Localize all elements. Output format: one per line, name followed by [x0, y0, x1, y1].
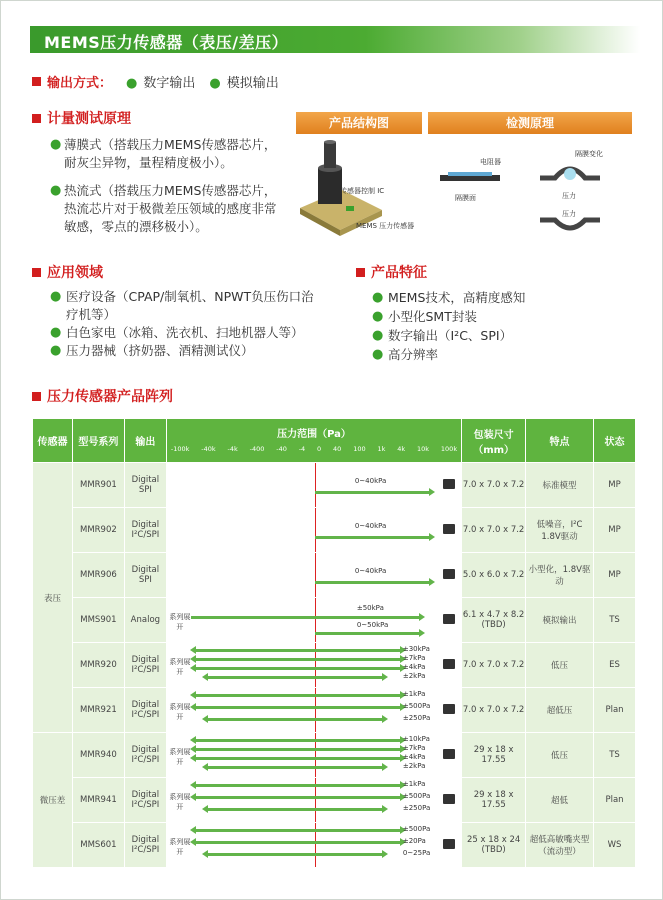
range-label: ±250Pa	[402, 714, 431, 722]
structure-label: 产品结构图	[296, 112, 422, 134]
table-cell: MMR906	[72, 553, 124, 598]
tick-label: 100k	[440, 445, 458, 453]
table-row	[33, 463, 636, 508]
range-label: ±500Pa	[402, 825, 431, 833]
range-label: 0~40kPa	[354, 477, 387, 485]
table-cell: Digital I²C/SPI	[124, 778, 166, 823]
sensor-chip-icon	[443, 839, 455, 849]
principle-figure	[290, 138, 635, 248]
range-cell	[166, 688, 461, 733]
tick-label: 0	[317, 445, 322, 453]
list-item: ● 压力器械（挤奶器、酒精测试仪）	[50, 343, 254, 358]
fig-label: 传感器控制 IC	[340, 187, 385, 195]
table-cell: 5.0 x 6.0 x 7.2	[462, 553, 526, 598]
range-arrow	[195, 796, 401, 799]
range-arrow	[207, 808, 383, 811]
range-label: 0~40kPa	[354, 522, 387, 530]
table-cell: Digital SPI	[124, 553, 166, 598]
table-cell: Digital I²C/SPI	[124, 508, 166, 553]
range-label: ±500Pa	[402, 792, 431, 800]
section-marker	[32, 114, 41, 123]
range-cell	[166, 733, 461, 778]
table-cell: 低噪音，I²C 1.8V驱动	[526, 508, 594, 553]
range-label: ±20Pa	[402, 837, 426, 845]
table-cell: MP	[594, 463, 636, 508]
table-cell: 7.0 x 7.0 x 7.2	[462, 508, 526, 553]
series-note: 系列展开	[169, 748, 191, 766]
range-arrow	[195, 784, 401, 787]
tick-label: 40	[333, 445, 342, 453]
table-cell: Digital I²C/SPI	[124, 643, 166, 688]
sensor-chip-icon	[443, 749, 455, 759]
group-cell: 表压	[33, 463, 73, 733]
application-list	[50, 288, 320, 360]
group-cell: 微压差	[33, 733, 73, 868]
fig-label: 隔膜变化	[575, 150, 603, 158]
table-cell: TS	[594, 598, 636, 643]
table-row	[33, 598, 636, 643]
range-label: 0~40kPa	[354, 567, 387, 575]
table-row	[33, 778, 636, 823]
range-cell	[166, 463, 461, 508]
tick-label: 100	[353, 445, 366, 453]
tick-label: -400	[249, 445, 265, 453]
range-arrow	[195, 748, 401, 751]
zero-line	[315, 553, 316, 597]
tick-label: -100k	[170, 445, 190, 453]
series-note: 系列展开	[169, 838, 191, 856]
table-cell: MP	[594, 553, 636, 598]
table-cell: Digital I²C/SPI	[124, 823, 166, 868]
sensor-chip-icon	[443, 614, 455, 624]
table-cell: 25 x 18 x 24 (TBD)	[462, 823, 526, 868]
page-title: MEMS压力传感器（表压/差压）	[44, 33, 289, 52]
sensor-chip-icon	[443, 479, 455, 489]
col-header: 状态	[594, 419, 636, 463]
zero-line	[315, 598, 316, 642]
matrix-heading: 压力传感器产品阵列	[32, 386, 173, 406]
table-row	[33, 688, 636, 733]
range-label: ±50kPa	[356, 604, 384, 612]
section-marker	[356, 268, 365, 277]
table-cell: MMS601	[72, 823, 124, 868]
table-cell: 6.1 x 4.7 x 8.2 (TBD)	[462, 598, 526, 643]
bullet-icon: ●	[372, 290, 384, 305]
range-cell	[166, 778, 461, 823]
range-label: 0~50kPa	[356, 621, 389, 629]
bullet-icon: ●	[50, 325, 62, 340]
table-cell: MMR941	[72, 778, 124, 823]
list-item: ● 白色家电（冰箱、洗衣机、扫地机器人等）	[50, 325, 304, 340]
range-cell	[166, 643, 461, 688]
table-cell: 29 x 18 x 17.55	[462, 778, 526, 823]
table-row	[33, 508, 636, 553]
tick-label: -40	[276, 445, 287, 453]
sensor-chip-icon	[443, 524, 455, 534]
fig-label: 压力	[562, 192, 576, 200]
list-item: ● 高分辨率	[372, 347, 439, 362]
tick-label: -4k	[227, 445, 238, 453]
sensor-chip-icon	[443, 569, 455, 579]
range-arrow	[195, 829, 401, 832]
tick-label: 10k	[417, 445, 430, 453]
output-label: 输出方式：	[47, 76, 113, 91]
table-cell: 29 x 18 x 17.55	[462, 733, 526, 778]
bullet-icon: ●	[50, 137, 62, 152]
table-row	[33, 553, 636, 598]
series-note: 系列展开	[169, 658, 191, 676]
range-arrow	[315, 581, 430, 584]
range-cell	[166, 598, 461, 643]
range-arrow	[195, 841, 401, 844]
tick-label: -4	[298, 445, 306, 453]
table-cell: Digital I²C/SPI	[124, 688, 166, 733]
output-section	[32, 72, 279, 91]
range-label: ±4kPa	[402, 663, 426, 671]
range-cell	[166, 508, 461, 553]
section-marker	[32, 392, 41, 401]
range-arrow	[195, 658, 401, 661]
bullet-icon: ●	[372, 309, 384, 324]
table-cell: Digital I²C/SPI	[124, 733, 166, 778]
range-label: ±2kPa	[402, 762, 426, 770]
detect-label: 检测原理	[428, 112, 632, 134]
table-cell: MMR940	[72, 733, 124, 778]
table-cell: TS	[594, 733, 636, 778]
table-cell: MP	[594, 508, 636, 553]
range-arrow	[207, 766, 383, 769]
bullet-icon: ●	[50, 289, 62, 304]
table-cell: 标准模型	[526, 463, 594, 508]
range-arrow	[195, 694, 401, 697]
table-cell: Digital SPI	[124, 463, 166, 508]
col-header: 特点	[526, 419, 594, 463]
list-item: ● 医疗设备（CPAP/制氧机、NPWT负压伤口治疗机等）	[50, 289, 314, 322]
range-arrow	[195, 649, 401, 652]
list-item: ● MEMS技术，高精度感知	[372, 290, 526, 305]
range-label: ±2kPa	[402, 672, 426, 680]
feature-heading: 产品特征	[356, 262, 427, 282]
range-label: ±7kPa	[402, 744, 426, 752]
range-arrow	[195, 757, 401, 760]
application-heading: 应用领域	[32, 262, 103, 282]
output-item: 模拟输出	[226, 76, 279, 91]
range-arrow	[207, 718, 383, 721]
tick-label: -40k	[201, 445, 216, 453]
bullet-icon: ●	[372, 347, 384, 362]
bullet-icon: ●	[209, 76, 221, 91]
principle-item: ● 薄膜式（搭载压力MEMS传感器芯片，耐灰尘异物，量程精度极小）。	[50, 137, 277, 170]
table-cell: 低压	[526, 643, 594, 688]
range-label: ±7kPa	[402, 654, 426, 662]
fig-label: 压力	[562, 210, 576, 218]
range-arrow	[195, 739, 401, 742]
table-cell: ES	[594, 643, 636, 688]
fig-label: 电阻器	[480, 158, 501, 166]
series-note: 系列展开	[169, 703, 191, 721]
range-label: ±4kPa	[402, 753, 426, 761]
list-item: ● 小型化SMT封装	[372, 309, 477, 324]
feature-list	[372, 288, 622, 364]
range-arrow	[195, 667, 401, 670]
range-arrow	[207, 676, 383, 679]
range-cell	[166, 823, 461, 868]
bullet-icon: ●	[126, 76, 138, 91]
bullet-icon: ●	[50, 183, 62, 198]
fig-label: 隔膜面	[455, 194, 476, 202]
list-item: ● 数字输出（I²C、SPI）	[372, 328, 513, 343]
table-cell: 7.0 x 7.0 x 7.2	[462, 688, 526, 733]
sensor-chip-icon	[443, 659, 455, 669]
series-note: 系列展开	[169, 793, 191, 811]
range-arrow	[315, 491, 430, 494]
range-label: ±1kPa	[402, 780, 426, 788]
range-arrow	[207, 853, 383, 856]
range-arrow	[315, 632, 420, 635]
range-label: ±30kPa	[402, 645, 430, 653]
range-label: ±10kPa	[402, 735, 430, 743]
table-cell: Analog	[124, 598, 166, 643]
col-header: 型号系列	[72, 419, 124, 463]
sensor-chip-icon	[443, 794, 455, 804]
col-header: 输出	[124, 419, 166, 463]
tick-label: 1k	[377, 445, 386, 453]
table-row	[33, 733, 636, 778]
principle-item: ● 热流式（搭载压力MEMS传感器芯片，热流芯片对于极微差压领域的感度非常敏感，零点的漂移极小）。	[50, 183, 277, 234]
bullet-icon: ●	[372, 328, 384, 343]
table-row	[33, 643, 636, 688]
table-cell: 超低	[526, 778, 594, 823]
range-arrow	[195, 706, 401, 709]
range-label: ±1kPa	[402, 690, 426, 698]
table-cell: MMS901	[72, 598, 124, 643]
product-matrix	[32, 418, 636, 868]
table-cell: WS	[594, 823, 636, 868]
tick-label: 4k	[397, 445, 406, 453]
output-item: 数字输出	[143, 76, 196, 91]
range-arrow	[191, 616, 420, 619]
sensor-chip-icon	[443, 704, 455, 714]
bullet-icon: ●	[50, 343, 62, 358]
col-header: 包装尺寸（mm）	[462, 419, 526, 463]
table-cell: Plan	[594, 778, 636, 823]
range-label: ±500Pa	[402, 702, 431, 710]
col-header-range: 压力范围（Pa） -100k -40k -4k -400 -40 -4 0 40 100 1k 4k 10k 100k	[166, 419, 461, 463]
range-label: 0~25Pa	[402, 849, 431, 857]
principle-heading: 计量测试原理	[32, 108, 131, 128]
table-cell: MMR902	[72, 508, 124, 553]
table-cell: MMR920	[72, 643, 124, 688]
zero-line	[315, 463, 316, 507]
range-arrow	[315, 536, 430, 539]
table-cell: 超低压	[526, 688, 594, 733]
table-cell: 模拟输出	[526, 598, 594, 643]
series-note: 系列展开	[169, 613, 191, 631]
table-cell: 小型化，1.8V驱动	[526, 553, 594, 598]
zero-line	[315, 508, 316, 552]
section-marker	[32, 268, 41, 277]
col-header: 传感器	[33, 419, 73, 463]
table-cell: MMR921	[72, 688, 124, 733]
table-cell: 超低高敏嘴夹型（流动型）	[526, 823, 594, 868]
table-cell: 7.0 x 7.0 x 7.2	[462, 463, 526, 508]
table-cell: 7.0 x 7.0 x 7.2	[462, 643, 526, 688]
table-row	[33, 823, 636, 868]
table-cell: 低压	[526, 733, 594, 778]
fig-label: MEMS 压力传感器	[356, 222, 415, 230]
section-marker	[32, 77, 41, 86]
table-cell: MMR901	[72, 463, 124, 508]
range-label: ±250Pa	[402, 804, 431, 812]
range-cell	[166, 553, 461, 598]
table-cell: Plan	[594, 688, 636, 733]
